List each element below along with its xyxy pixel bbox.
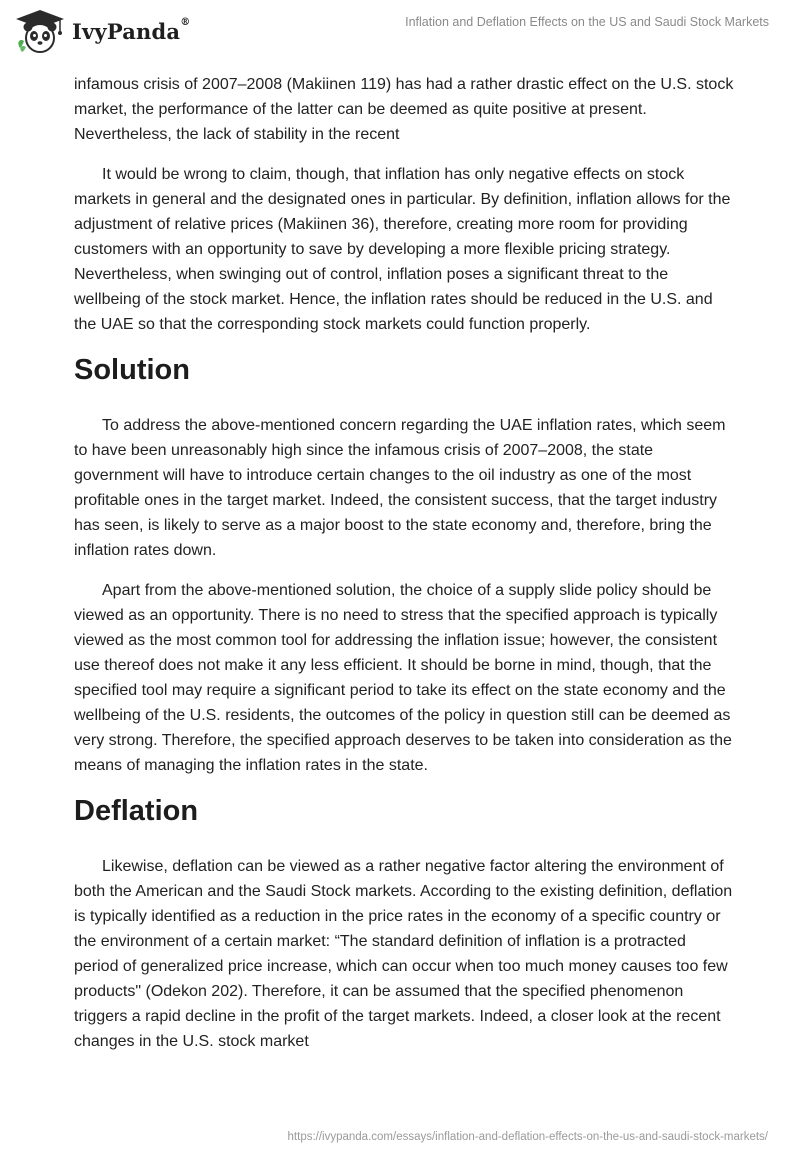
page-header: [0, 0, 800, 62]
document-title: Inflation and Deflation Effects on the US and Saudi Stock Markets: [405, 15, 769, 29]
paragraph: To address the above-mentioned concern regarding the UAE inflation rates, which seem to have been unreasonably high since the infamous crisis of 2007–2008, the state government will have to introduce certain changes to the oil industry as one of the most profitable ones in the target market. Indeed, the consistent success, that the target industry has seen, is likely to serve as a major boost to the state economy and, therefore, bring the inflation rates down.: [74, 417, 726, 559]
paragraph-continuation: infamous crisis of 2007–2008 (Makiinen 119) has had a rather drastic effect on the U.S. stock market, the performance of the latter can be deemed as quite positive at present. Nevertheless, the lack of stability in the recent: [74, 76, 734, 143]
ivypanda-logo[interactable]: [14, 8, 190, 54]
section-heading-solution: Solution: [74, 354, 190, 386]
brand-name: IvyPanda®: [72, 16, 191, 44]
footer-source-url[interactable]: https://ivypanda.com/essays/inflation-and-deflation-effects-on-the-us-and-saudi-stock-markets/: [287, 1131, 768, 1143]
paragraph: It would be wrong to claim, though, that inflation has only negative effects on stock markets in general and the designated ones in particular. By definition, inflation allows for the adjustment of relative prices (Makiinen 36), therefore, creating more room for providing customers with an opportunity to save by developing a more flexible pricing strategy. Nevertheless, when swinging out of control, inflation poses a significant threat to the wellbeing of the stock market. Hence, the inflation rates should be reduced in the U.S. and the UAE so that the corresponding stock markets could function properly.: [74, 166, 731, 333]
paragraph: Likewise, deflation can be viewed as a rather negative factor altering the environment of both the American and the Saudi Stock markets. According to the existing definition, deflation is typically identified as a reduction in the price rates in the economy of a specific country or the environment of a certain market: “The standard definition of inflation is a protracted period of generalized price increase, which can occur when too much money causes too few products" (Odekon 202). Therefore, it can be assumed that the specified phenomenon triggers a rapid decline in the profit of the target markets. Indeed, a closer look at the recent changes in the U.S. stock market: [74, 858, 733, 1050]
trademark-symbol: ®: [180, 16, 191, 28]
panda-logo-icon: [14, 8, 66, 54]
section-heading-deflation: Deflation: [74, 795, 199, 827]
essay-body: [74, 72, 734, 1069]
paragraph: Apart from the above-mentioned solution, the choice of a supply slide policy should be viewed as an opportunity. There is no need to stress that the specified approach is typically viewed as the most common tool for addressing the inflation issue; however, the consistent use thereof does not make it any less efficient. It should be borne in mind, though, that the specified tool may require a significant period to take its effect on the state economy and the wellbeing of the U.S. residents, the outcomes of the policy in question still can be deemed as very strong. Therefore, the specified approach deserves to be taken into consideration as the means of managing the inflation rates in the state.: [74, 582, 732, 774]
